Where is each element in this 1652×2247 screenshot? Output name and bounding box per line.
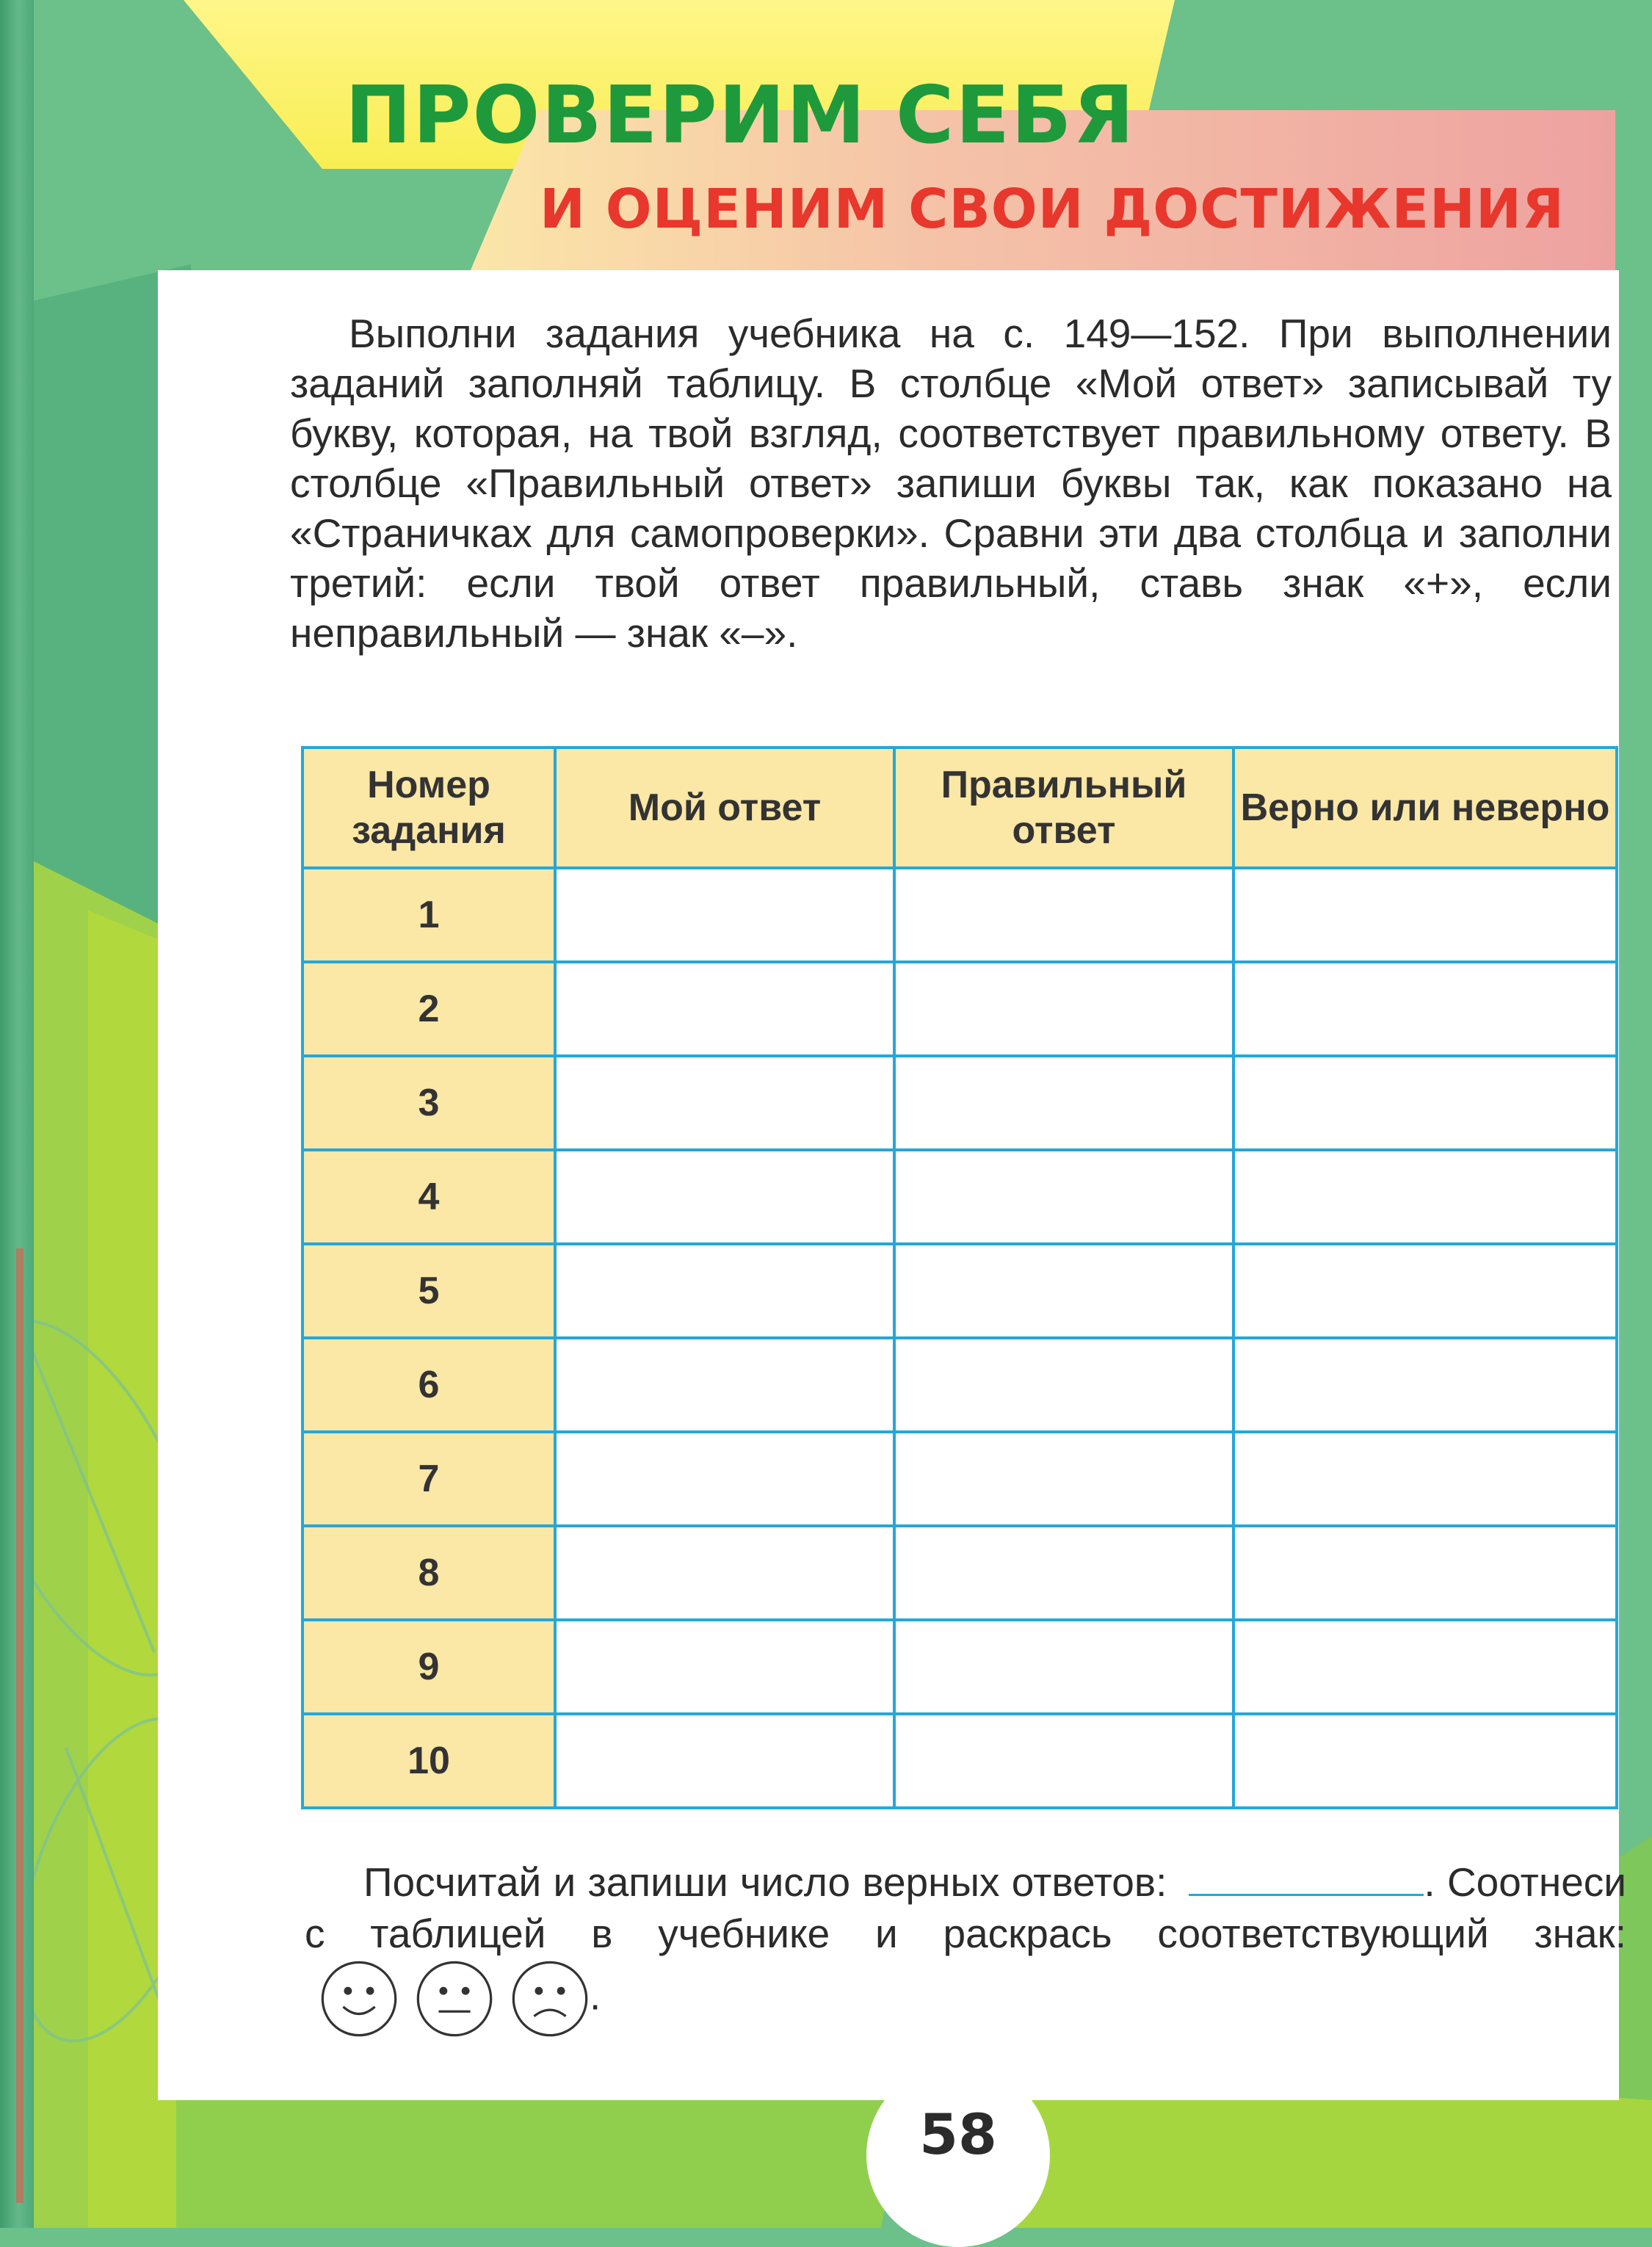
table-row bbox=[302, 1056, 1617, 1150]
answers-table bbox=[301, 746, 1618, 1809]
my-answer-cell[interactable] bbox=[555, 868, 894, 962]
sad-face-icon[interactable] bbox=[510, 1959, 590, 2038]
table-row bbox=[302, 962, 1617, 1056]
correct-answer-cell[interactable] bbox=[894, 1526, 1233, 1620]
my-answer-cell[interactable] bbox=[555, 1244, 894, 1338]
table-row bbox=[302, 1620, 1617, 1714]
task-number-cell: 6 bbox=[302, 1338, 555, 1432]
compare-prompt: Соотнеси с таблицей в учебнике и раскрась соответствующий знак: bbox=[305, 1859, 1627, 1956]
table-row bbox=[302, 1432, 1617, 1526]
page-title: ПРОВЕРИМ СЕБЯ bbox=[345, 70, 1136, 162]
correct-answer-cell[interactable] bbox=[894, 1620, 1233, 1714]
right-or-wrong-cell[interactable] bbox=[1233, 1056, 1617, 1150]
task-number-cell: 4 bbox=[302, 1150, 555, 1244]
task-number-cell: 5 bbox=[302, 1244, 555, 1338]
table-row bbox=[302, 1244, 1617, 1338]
my-answer-cell[interactable] bbox=[555, 1526, 894, 1620]
task-number-cell: 8 bbox=[302, 1526, 555, 1620]
task-number-cell: 7 bbox=[302, 1432, 555, 1526]
table-row bbox=[302, 868, 1617, 962]
header-task-number: Номер задания bbox=[302, 748, 555, 868]
correct-answer-cell[interactable] bbox=[894, 962, 1233, 1056]
correct-answer-cell[interactable] bbox=[894, 1244, 1233, 1338]
right-or-wrong-cell[interactable] bbox=[1233, 1150, 1617, 1244]
right-or-wrong-cell[interactable] bbox=[1233, 962, 1617, 1056]
header-my-answer: Мой ответ bbox=[555, 748, 894, 868]
correct-answer-cell[interactable] bbox=[894, 1432, 1233, 1526]
my-answer-cell[interactable] bbox=[555, 1150, 894, 1244]
right-or-wrong-cell[interactable] bbox=[1233, 1620, 1617, 1714]
right-or-wrong-cell[interactable] bbox=[1233, 1338, 1617, 1432]
self-assessment-text: Посчитай и запиши число верных ответов: . Соотнеси с таблицей в учебнике и раскрась соответствующий знак: . bbox=[305, 1856, 1626, 2038]
face-options bbox=[319, 1959, 590, 2038]
page-subtitle: И ОЦЕНИМ СВОИ ДОСТИЖЕНИЯ bbox=[540, 178, 1565, 241]
correct-answer-cell[interactable] bbox=[894, 1150, 1233, 1244]
instructions-text: Выполни задания учебника на с. 149—152. При выполнении заданий заполняй таблицу. В столбце «Мой ответ» записывай ту букву, которая, на твой взгляд, соответствует правильному ответу. В столбце «Правильный ответ» запиши буквы так, как показано на «Страничках для самопроверки». Сравни эти два столбца и заполни третий: если твой ответ правильный, ставь знак «+», если неправильный — знак «–». bbox=[290, 311, 1612, 656]
count-prompt: Посчитай и запиши число верных ответов: bbox=[363, 1859, 1167, 1905]
correct-answer-cell[interactable] bbox=[894, 868, 1233, 962]
table-row bbox=[302, 1714, 1617, 1808]
my-answer-cell[interactable] bbox=[555, 1056, 894, 1150]
task-number-cell: 3 bbox=[302, 1056, 555, 1150]
happy-face-icon[interactable] bbox=[319, 1959, 399, 2038]
right-or-wrong-cell[interactable] bbox=[1233, 1526, 1617, 1620]
task-number-cell: 2 bbox=[302, 962, 555, 1056]
correct-answer-cell[interactable] bbox=[894, 1714, 1233, 1808]
my-answer-cell[interactable] bbox=[555, 1620, 894, 1714]
page-number: 58 bbox=[919, 2102, 997, 2167]
right-or-wrong-cell[interactable] bbox=[1233, 1714, 1617, 1808]
correct-answer-cell[interactable] bbox=[894, 1056, 1233, 1150]
task-number-cell: 10 bbox=[302, 1714, 555, 1808]
task-number-cell: 1 bbox=[302, 868, 555, 962]
my-answer-cell[interactable] bbox=[555, 962, 894, 1056]
right-or-wrong-cell[interactable] bbox=[1233, 1244, 1617, 1338]
my-answer-cell[interactable] bbox=[555, 1714, 894, 1808]
my-answer-cell[interactable] bbox=[555, 1338, 894, 1432]
neutral-face-icon[interactable] bbox=[415, 1959, 494, 2038]
right-or-wrong-cell[interactable] bbox=[1233, 868, 1617, 962]
right-or-wrong-cell[interactable] bbox=[1233, 1432, 1617, 1526]
header-correct-answer: Правильный ответ bbox=[894, 748, 1233, 868]
answer-count-blank[interactable] bbox=[1189, 1864, 1424, 1896]
correct-answer-cell[interactable] bbox=[894, 1338, 1233, 1432]
table-header-row bbox=[302, 748, 1617, 868]
book-bookmark-edge bbox=[16, 1248, 23, 2203]
task-number-cell: 9 bbox=[302, 1620, 555, 1714]
my-answer-cell[interactable] bbox=[555, 1432, 894, 1526]
table-row bbox=[302, 1526, 1617, 1620]
table-row bbox=[302, 1150, 1617, 1244]
header-right-or-wrong: Верно или неверно bbox=[1233, 748, 1617, 868]
table-row bbox=[302, 1338, 1617, 1432]
